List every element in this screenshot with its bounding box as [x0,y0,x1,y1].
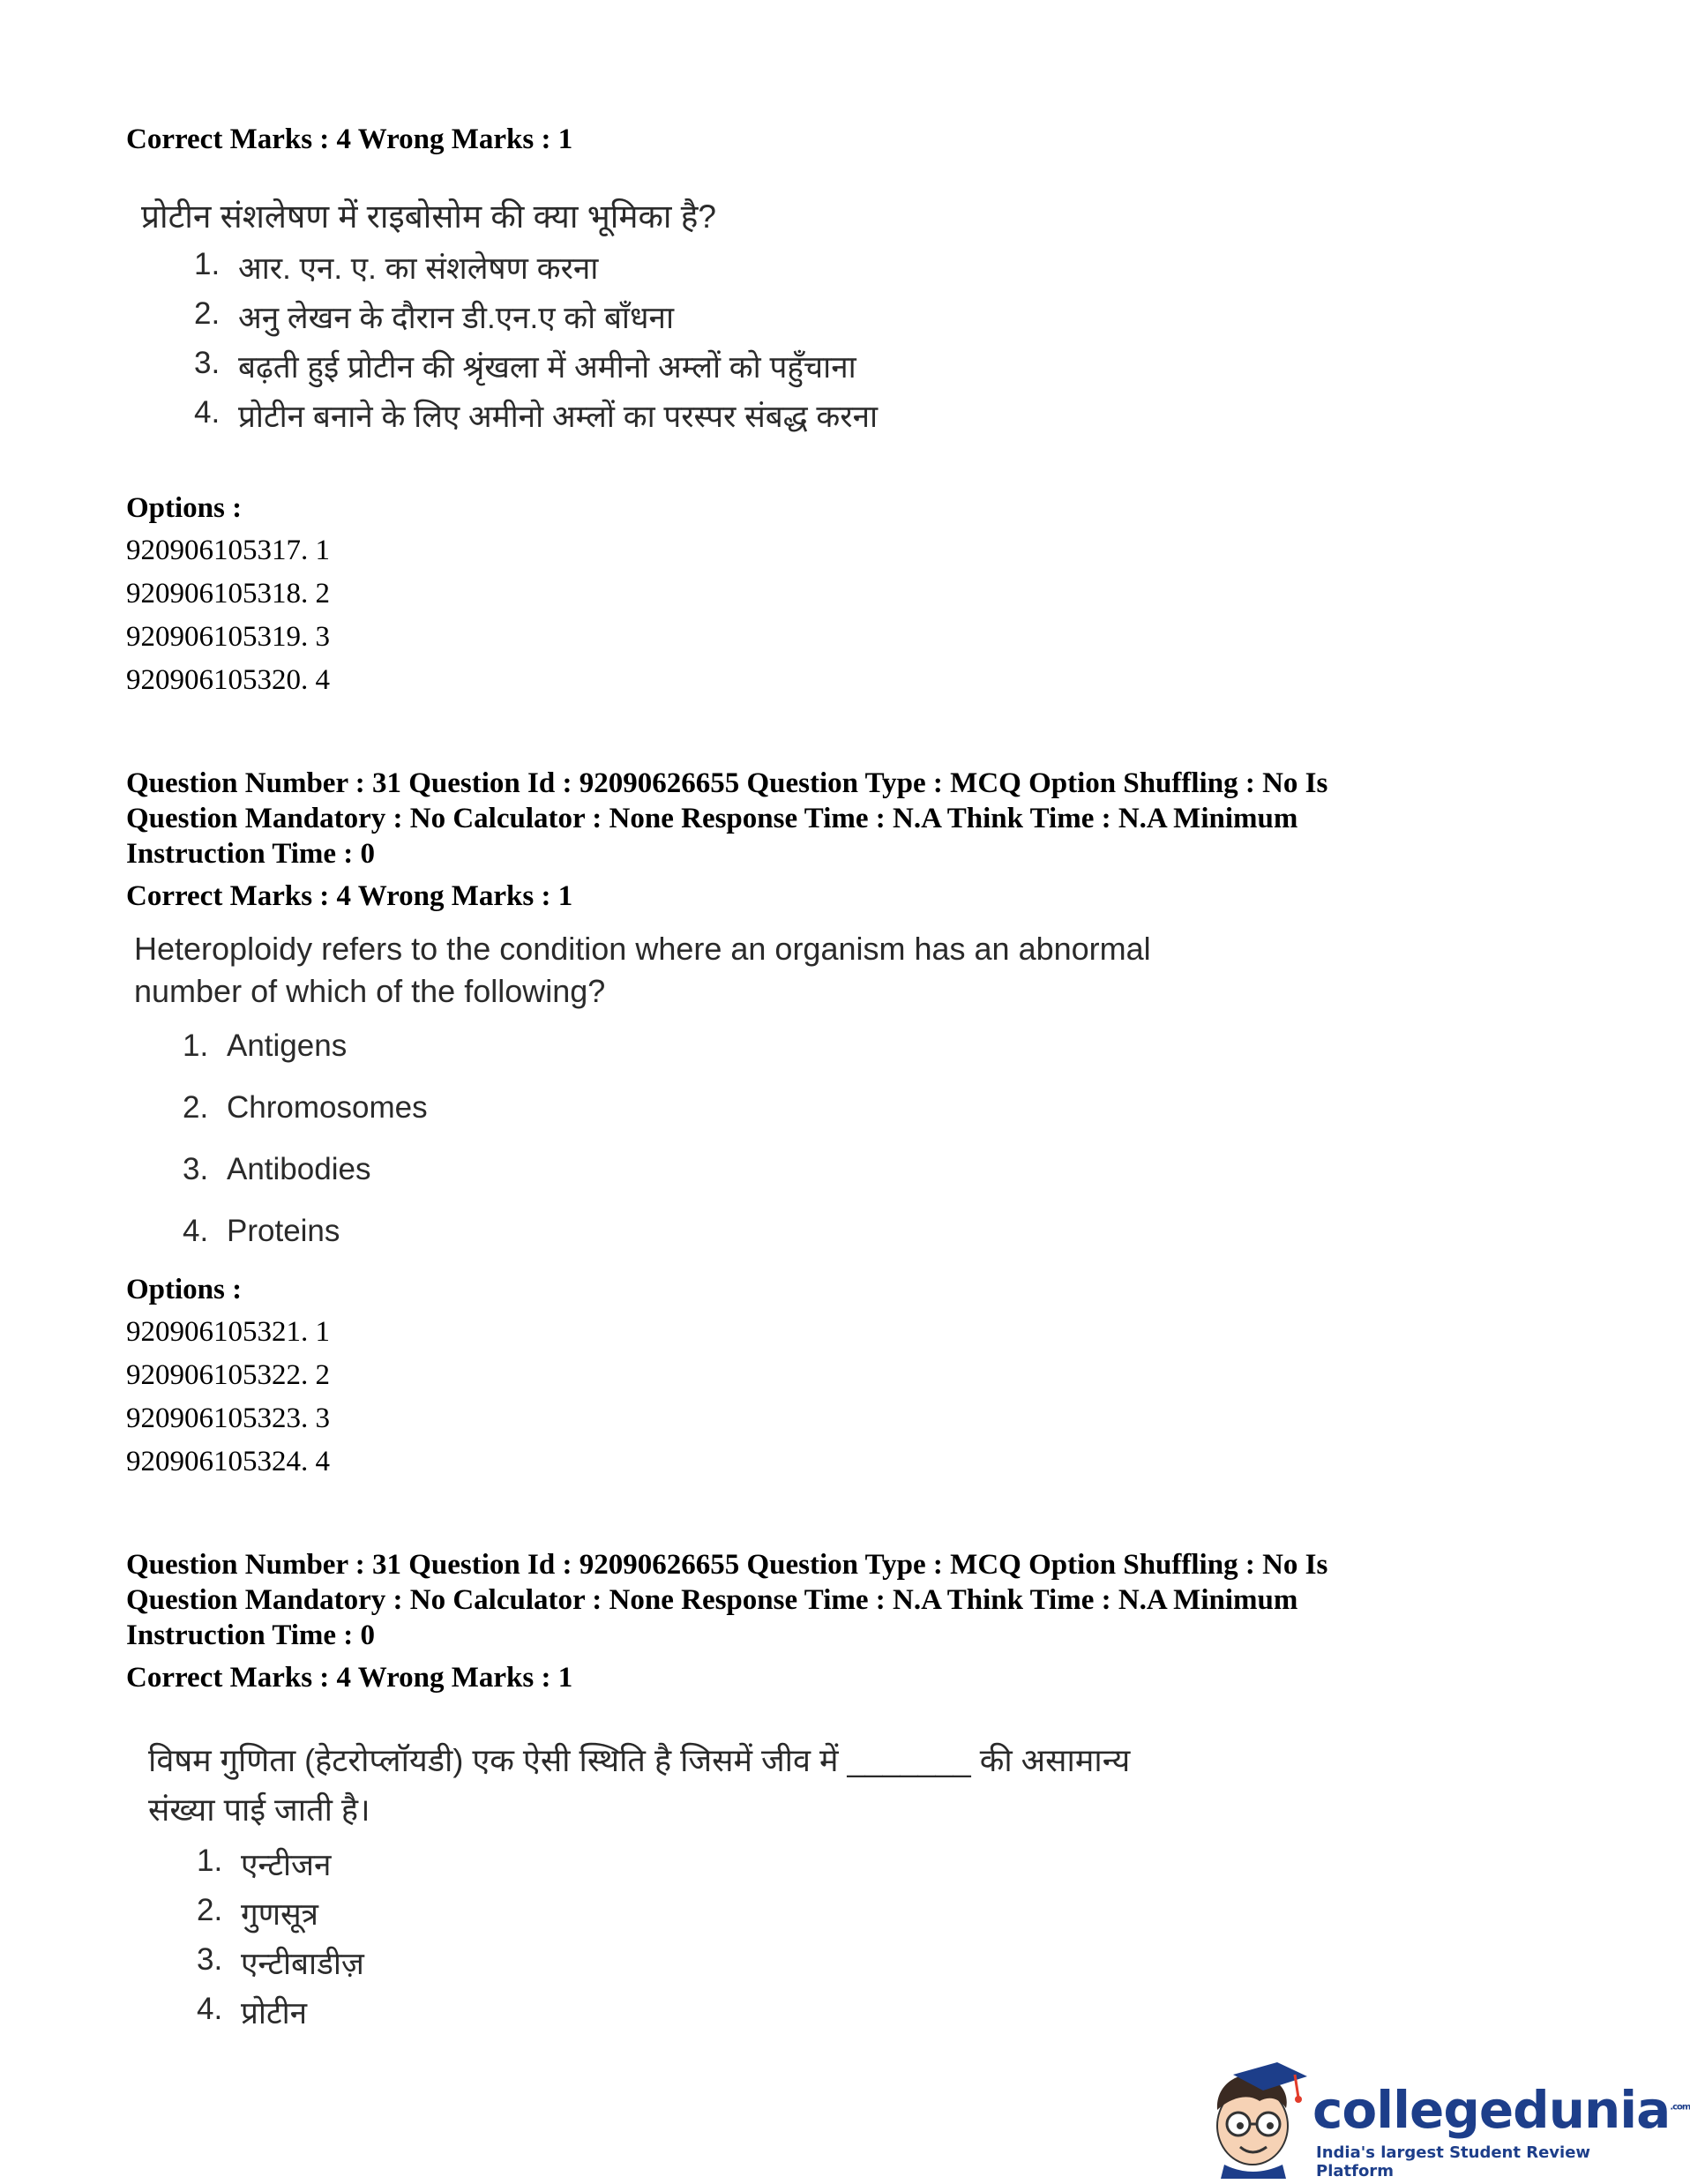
list-item: 1. आर. एन. ए. का संशलेषण करना [194,247,599,286]
list-item: 3. बढ़ती हुई प्रोटीन की श्रृंखला में अमीनो अम्लों को पहुँचाना [194,346,856,385]
option-row: 920906105321. 1 [126,1316,330,1348]
brand-name: collegedunia$^{.com}$ [1312,2080,1690,2140]
options-label: Options : [126,1274,243,1305]
block3-meta [126,1547,1502,1695]
option-row: 920906105323. 3 [126,1402,330,1434]
meta-line: Question Mandatory : No Calculator : None Response Time : N.A Think Time : N.A Minimum [126,803,1298,834]
block2-question-text: Heteroploidy refers to the condition where an organism has an abnormal number of which of the following? [134,931,1151,1009]
block3-choice-list [197,1844,1251,2041]
block1-choice-list [194,247,1023,445]
student-mascot-icon [1198,2055,1312,2179]
list-item: 2. अनु लेखन के दौरान डी.एन.ए को बाँधना [194,296,675,335]
block1-question-image [141,196,1023,445]
block1-options [126,490,330,706]
option-row: 920906105322. 2 [126,1359,330,1391]
collegedunia-logo [1198,2055,1690,2180]
list-item: 4. Proteins [183,1214,340,1248]
block1-question-text: प्रोटीन संशलेषण में राइबोसोम की क्या भूमिका है? [141,198,716,235]
list-item: 4. प्रोटीन [197,1992,308,2031]
options-label: Options : [126,492,243,524]
option-row: 920906105320. 4 [126,664,330,696]
meta-line: Question Number : 31 Question Id : 92090626655 Question Type : MCQ Option Shuffling : No Is [126,1549,1328,1581]
meta-line: Question Mandatory : No Calculator : None Response Time : N.A Think Time : N.A Minimum [126,1584,1298,1616]
block2-choice-list [183,1028,1237,1275]
option-row: 920906105317. 1 [126,535,330,566]
block2-meta [126,766,1502,914]
list-item: 3. एन्टीबाडीज़ [197,1942,364,1981]
option-row: 920906105318. 2 [126,578,330,610]
block2-question-image [134,928,1237,1275]
block3-question-text: विषम गुणिता (हेटरोप्लॉयडी) एक ऐसी स्थिति है जिसमें जीव में _______ की असामान्य संख्या पाई जाती है। [148,1742,1131,1828]
list-item: 3. Antibodies [183,1152,371,1186]
list-item: 1. एन्टीजन [197,1844,332,1882]
block3-question-image [148,1736,1251,2041]
block1-marks: Correct Marks : 4 Wrong Marks : 1 [126,123,573,155]
list-item: 2. Chromosomes [183,1090,428,1125]
meta-line: Instruction Time : 0 [126,1619,376,1651]
block2-marks: Correct Marks : 4 Wrong Marks : 1 [126,880,573,912]
list-item: 1. Antigens [183,1028,348,1063]
block2-options [126,1272,330,1487]
option-row: 920906105319. 3 [126,621,330,653]
brand-tagline: India's largest Student Review Platform [1316,2143,1591,2180]
meta-line: Instruction Time : 0 [126,838,376,870]
block3-marks: Correct Marks : 4 Wrong Marks : 1 [126,1662,573,1694]
option-row: 920906105324. 4 [126,1446,330,1477]
list-item: 2. गुणसूत्र [197,1893,318,1932]
meta-line: Question Number : 31 Question Id : 92090626655 Question Type : MCQ Option Shuffling : No Is [126,767,1328,799]
list-item: 4. प्रोटीन बनाने के लिए अमीनो अम्लों का परस्पर संबद्ध करना [194,395,879,434]
